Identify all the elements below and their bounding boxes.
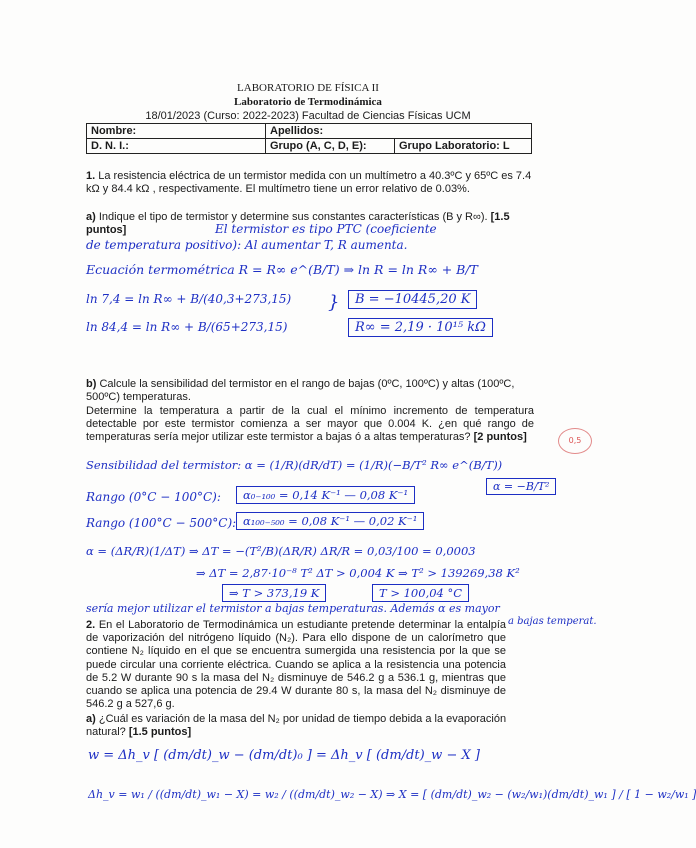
q1b-statement xyxy=(86,378,534,404)
hw-delta-t-2: ⇒ ΔT = 2,87·10⁻⁸ T² ΔT > 0,004 K ⇒ T² > 139269,38 K² xyxy=(196,566,520,580)
q1a-points: [1.5 puntos] xyxy=(86,211,510,237)
hw-enthalpy-equation: Δh_v = w₁ / ((dm/dt)_w₁ − X) = w₂ / ((dm/dt)_w₂ − X) ⇒ X = [ (dm/dt)_w₂ − (w₂/w₁)(dm/dt)_w₁ ] / [ 1 − w₂/w₁ ] xyxy=(88,788,696,801)
hw-temp-kelvin: ⇒ T > 373,19 K xyxy=(222,584,326,602)
student-info-table xyxy=(86,123,532,154)
lab-title: Laboratorio de Termodinámica xyxy=(234,96,382,108)
q2-text: En el Laboratorio de Termodinámica un estudiante pretende determinar la entalpía de vaporización del nitrógeno líquido (N₂). Para ello dispone de un calorímetro que contiene N₂ líquido en el que se encuentra sumergida una resistencia por la que se puede circular una corriente eléctrica. Cuando se aplica a la resistencia una potencia de 5.2 W durante 90 s la masa del N₂ disminuye de 546.2 g a 536.1 g, mientras que cuando se aplica una potencia de 29.4 W durante 80 s, la masa del N₂ disminuye de 546.2 g a 527,6 g. xyxy=(86,619,506,711)
q2a-statement xyxy=(86,713,534,739)
q2a-text: ¿Cuál es variación de la masa del N₂ por unidad de tiempo debida a la evaporación natural? xyxy=(86,713,507,739)
hw-result-rinf: R∞ = 2,19 · 10¹⁵ kΩ xyxy=(348,318,493,337)
hw-conclusion: sería mejor utilizar el termistor a bajas temperaturas. Además α es mayor xyxy=(86,602,500,615)
course-title: LABORATORIO DE FÍSICA II xyxy=(237,82,379,94)
q1b-text-2: Determine la temperatura a partir de la cual el mínimo incremento de temperatura detectable por este termistor comienza a ser mayor que 0.004 K. ¿en qué rango de temperaturas sería mejor utilizar este termistor a bajas ó a altas temperaturas? xyxy=(86,405,534,444)
hw-range-high-box: α₁₀₀₋₅₀₀ = 0,08 K⁻¹ — 0,02 K⁻¹ xyxy=(236,512,424,530)
hw-equation: Ecuación termométrica R = R∞ e^(B/T) ⇒ ln R = ln R∞ + B/T xyxy=(86,262,478,277)
grupo-field[interactable]: Grupo (A, C, D, E): xyxy=(266,139,395,154)
hw-ptc-2: de temperatura positivo): Al aumentar T, R aumenta. xyxy=(86,238,408,252)
hw-result-b: B = −10445,20 K xyxy=(348,290,477,309)
hw-delta-t: α = (ΔR/R)(1/ΔT) ⇒ ΔT = −(T²/B)(ΔR/R) ΔR/R = 0,03/100 = 0,0003 xyxy=(86,544,476,558)
q1-text: La resistencia eléctrica de un termistor medida con un multímetro a 40.3ºC y 65ºC es 7.4 kΩ y 84.4 kΩ , respectivamente. El multímetro tiene un error relativo de 0.03%. xyxy=(86,170,532,196)
hw-ln2: ln 84,4 = ln R∞ + B/(65+273,15) xyxy=(86,320,288,334)
apellidos-field[interactable]: Apellidos: xyxy=(266,124,532,139)
q2a-points: [1.5 puntos] xyxy=(128,726,192,739)
q2-statement xyxy=(86,619,506,711)
q2a-label: a) xyxy=(86,713,96,725)
q1-number: 1. xyxy=(86,170,96,182)
hw-power-equation: w = Δh_v [ (dm/dt)_w − (dm/dt)₀ ] = Δh_v [ (dm/dt)_w − X ] xyxy=(88,748,480,763)
q1b-text: Calcule la sensibilidad del termistor en el rango de bajas (0ºC, 100ºC) y altas (100ºC, 500ºC) temperaturas. xyxy=(86,378,515,404)
q1a-label: a) xyxy=(86,211,96,223)
q1b-statement-2 xyxy=(86,405,534,445)
hw-ptc: El termistor es tipo PTC (coeficiente xyxy=(215,222,437,236)
hw-range-low: Rango (0°C − 100°C): xyxy=(86,490,221,504)
grupo-lab-field[interactable]: Grupo Laboratorio: L xyxy=(395,139,532,154)
q1b-label: b) xyxy=(86,378,97,390)
hw-alpha-box: α = −B/T² xyxy=(486,478,556,495)
hw-conclusion-2: a bajas temperat. xyxy=(508,616,597,627)
q1-statement xyxy=(86,170,534,196)
hw-range-high: Rango (100°C − 500°C): xyxy=(86,516,237,530)
hw-temp-celsius: T > 100,04 °C xyxy=(372,584,469,602)
hw-range-low-box: α₀₋₁₀₀ = 0,14 K⁻¹ — 0,08 K⁻¹ xyxy=(236,486,415,504)
q2-number: 2. xyxy=(86,619,96,631)
q1a-text: Indique el tipo de termistor y determine sus constantes características (B y R∞). xyxy=(98,211,488,223)
q1b-points: [2 puntos] xyxy=(473,431,527,444)
brace-icon: } xyxy=(328,292,340,313)
dni-field[interactable]: D. N. I.: xyxy=(87,139,266,154)
hw-ln1: ln 7,4 = ln R∞ + B/(40,3+273,15) xyxy=(86,292,292,306)
nombre-field[interactable]: Nombre: xyxy=(87,124,266,139)
grade-stamp: 0,5 xyxy=(558,428,592,454)
hw-sensitivity: Sensibilidad del termistor: α = (1/R)(dR/dT) = (1/R)(−B/T² R∞ e^(B/T)) xyxy=(86,458,503,472)
date-line: 18/01/2023 (Curso: 2022-2023) Facultad de Ciencias Físicas UCM xyxy=(145,110,471,122)
